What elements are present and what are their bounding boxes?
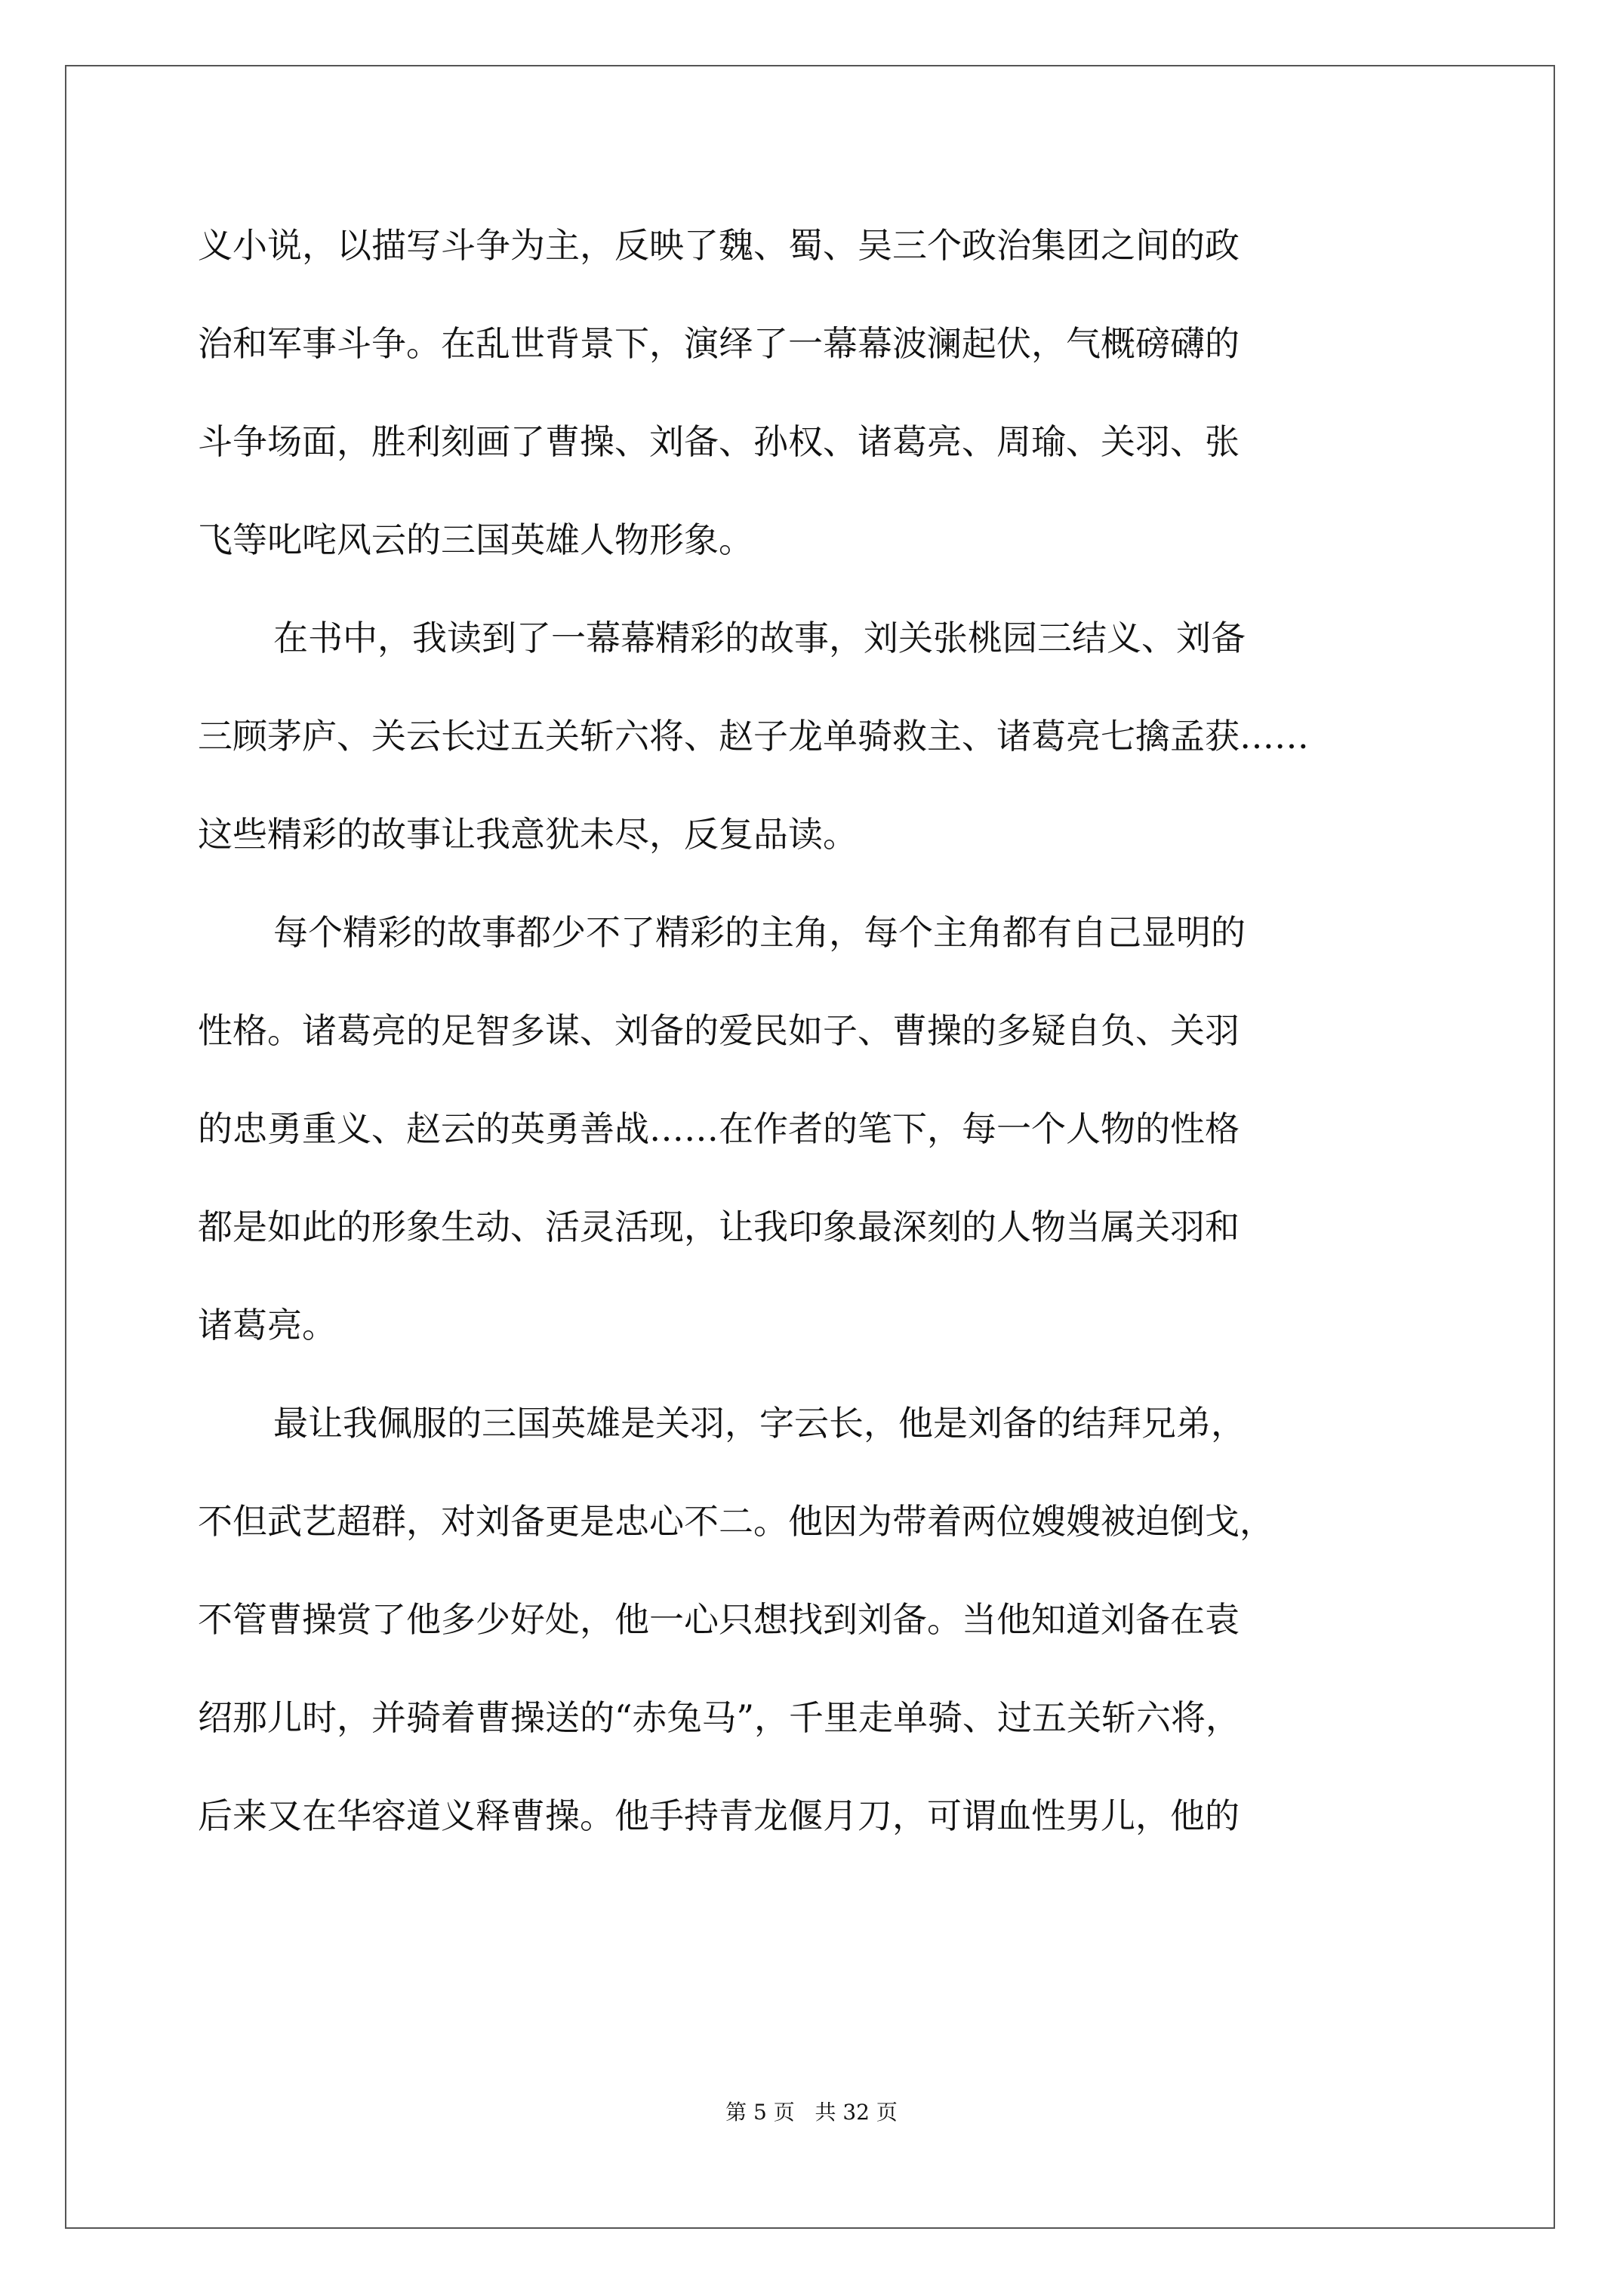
text-line: 都是如此的形象生动、活灵活现，让我印象最深刻的人物当属关羽和 — [198, 1207, 1240, 1247]
text-line: 性格。诸葛亮的足智多谋、刘备的爱民如子、曹操的多疑自负、关羽 — [198, 1010, 1240, 1051]
paragraph-first-line: 在书中，我读到了一幕幕精彩的故事，刘关张桃园三结义、刘备 — [273, 618, 1246, 658]
text-line: 斗争场面，胜利刻画了曹操、刘备、孙权、诸葛亮、周瑜、关羽、张 — [198, 421, 1240, 462]
text-line: 的忠勇重义、赵云的英勇善战……在作者的笔下，每一个人物的性格 — [198, 1108, 1240, 1149]
text-line: 这些精彩的故事让我意犹未尽，反复品读。 — [198, 814, 858, 855]
page-total: 共 32 页 — [815, 2100, 898, 2125]
text-line: 后来又在华容道义释曹操。他手持青龙偃月刀，可谓血性男儿，他的 — [198, 1795, 1240, 1836]
text-line: 义小说，以描写斗争为主，反映了魏、蜀、吴三个政治集团之间的政 — [198, 225, 1240, 266]
text-line: 绍那儿时，并骑着曹操送的“赤兔马”，千里走单骑、过五关斩六将， — [198, 1697, 1241, 1738]
text-line: 三顾茅庐、关云长过五关斩六将、赵子龙单骑救主、诸葛亮七擒孟获…… — [198, 716, 1309, 757]
page-footer — [0, 2097, 1623, 2128]
page-number: 第 5 页 — [725, 2100, 795, 2125]
document-body — [198, 196, 1443, 1865]
text-line: 治和军事斗争。在乱世背景下，演绎了一幕幕波澜起伏，气概磅礴的 — [198, 323, 1240, 364]
paragraph-first-line: 每个精彩的故事都少不了精彩的主角，每个主角都有自己显明的 — [273, 912, 1246, 953]
text-line: 飞等叱咤风云的三国英雄人物形象。 — [198, 519, 753, 560]
text-line: 诸葛亮。 — [198, 1305, 337, 1345]
paragraph-first-line: 最让我佩服的三国英雄是关羽，字云长，他是刘备的结拜兄弟， — [273, 1403, 1246, 1444]
text-line: 不但武艺超群，对刘备更是忠心不二。他因为带着两位嫂嫂被迫倒戈， — [198, 1501, 1274, 1542]
text-line: 不管曹操赏了他多少好处，他一心只想找到刘备。当他知道刘备在袁 — [198, 1599, 1240, 1640]
